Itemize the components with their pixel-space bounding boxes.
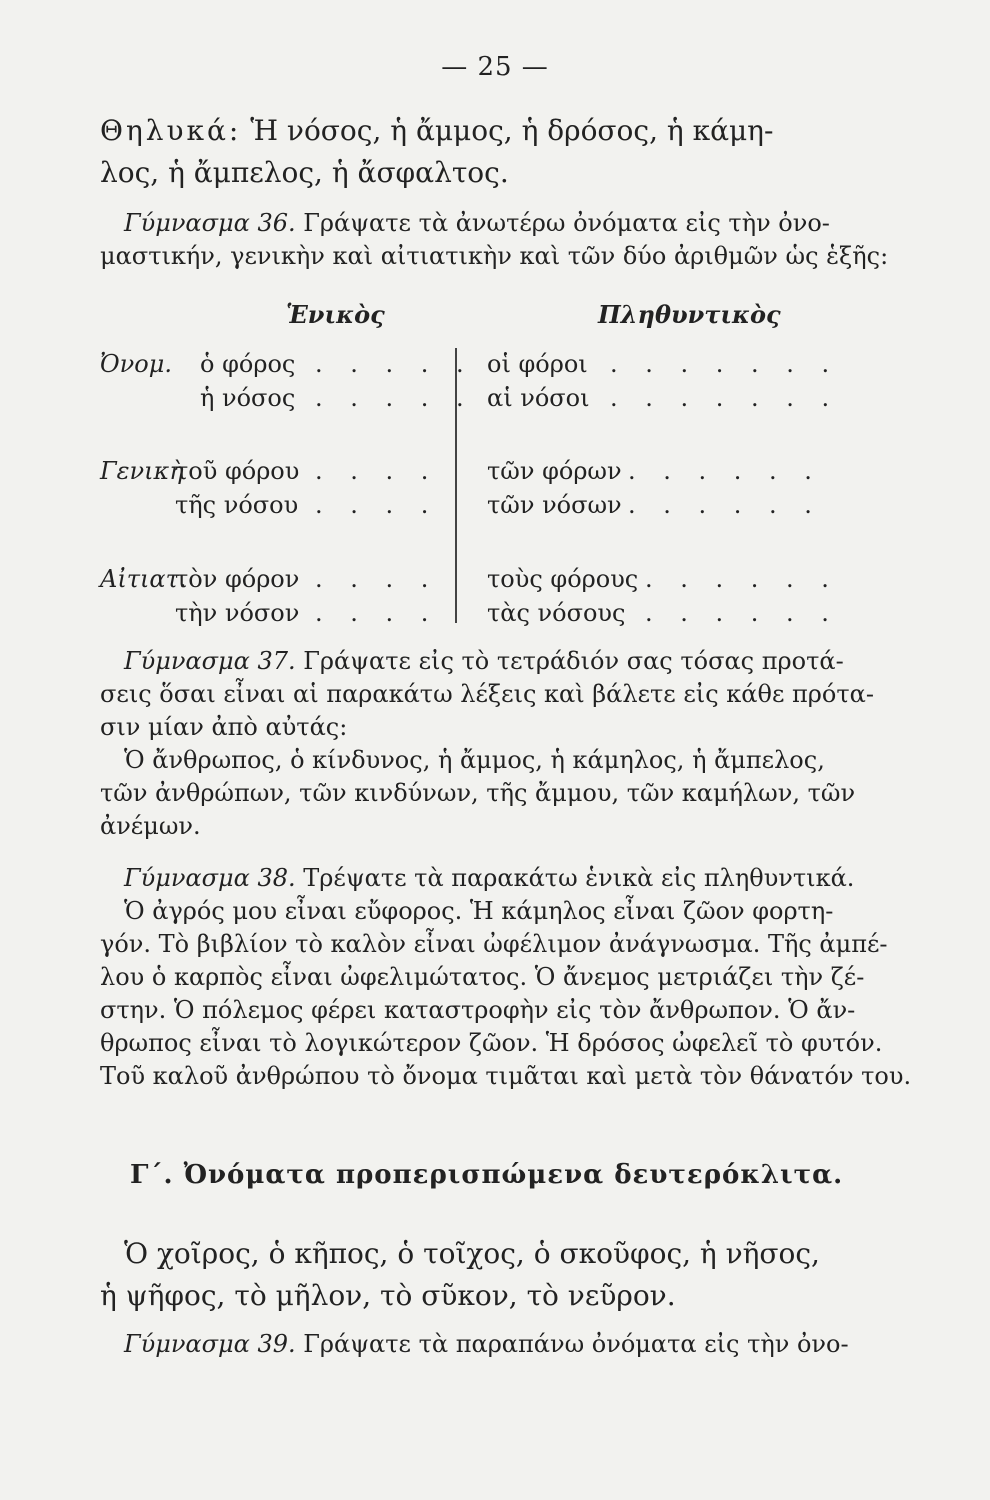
intro-line-2: λος, ἡ ἄμπελος, ἡ ἄσφαλτος.: [100, 156, 509, 189]
case-label-nominative: Ὀνομ.: [100, 350, 172, 378]
exercise-38-line-5: στην. Ὁ πόλεμος φέρει καταστροφὴν εἰς τὸν ἄνθρωπον. Ὁ ἄν-: [100, 996, 856, 1024]
plural-dots: . . . . . .: [645, 599, 839, 627]
declension-table: [100, 300, 845, 630]
exercise-38: [100, 862, 912, 1093]
exercise-38-line-4: λου ὁ καρπὸς εἶναι ὠφελιμώτατος. Ὁ ἄνεμος μετριάζει τὴν ζέ-: [100, 963, 865, 991]
examples-line-1: Ὁ χοῖρος, ὁ κῆπος, ὁ τοῖχος, ὁ σκοῦφος, ἡ νῆσος,: [124, 1237, 820, 1270]
singular-form: τῆς νόσου: [175, 491, 299, 519]
exercise-36: [100, 207, 889, 273]
exercise-36-line-2: μαστικήν, γενικὴν καὶ αἰτιατικὴν καὶ τῶν δύο ἀριθμῶν ὡς ἑξῆς:: [100, 242, 889, 270]
singular-dots: . . . .: [315, 565, 439, 593]
examples: [100, 1233, 845, 1317]
plural-form: τῶν φόρων: [487, 457, 622, 485]
exercise-38-line-1: Τρέψατε τὰ παρακάτω ἑνικὰ εἰς πληθυντικά.: [303, 864, 855, 892]
intro-label: Θηλυκά:: [100, 114, 242, 147]
plural-dots: . . . . . .: [645, 565, 839, 593]
singular-dots: . . . .: [315, 457, 439, 485]
section-heading: Γ΄. Ὀνόματα προπερισπώμενα δευτερόκλιτα.: [130, 1160, 844, 1190]
exercise-38-label: Γύμνασμα 38.: [124, 864, 296, 892]
singular-dots: . . . .: [315, 491, 439, 519]
intro-line-1: Ἡ νόσος, ἡ ἄμμος, ἡ δρόσος, ἡ κάμη-: [250, 114, 774, 147]
singular-form: ἡ νόσος: [200, 384, 296, 412]
plural-form: οἱ φόροι: [487, 350, 588, 378]
exercise-37-line-2: σεις ὅσαι εἶναι αἱ παρακάτω λέξεις καὶ βάλετε εἰς κάθε πρότα-: [100, 680, 874, 708]
exercise-36-line-1: Γράψατε τὰ ἀνωτέρω ὀνόματα εἰς τὴν ὀνο-: [303, 209, 830, 237]
plural-dots: . . . . . . .: [610, 384, 840, 412]
exercise-38-line-3: γόν. Τὸ βιβλίον τὸ καλὸν εἶναι ὠφέλιμον ἀνάγνωσμα. Τῆς ἀμπέ-: [100, 930, 888, 958]
case-label-accusative: Αἰτιατ.: [100, 565, 187, 593]
plural-dots: . . . . . .: [628, 491, 822, 519]
plural-header: Πληθυντικὸς: [598, 300, 781, 329]
singular-form: ὁ φόρος: [200, 350, 296, 378]
plural-form: αἱ νόσοι: [487, 384, 590, 412]
plural-form: τὰς νόσους: [487, 599, 626, 627]
exercise-39: [100, 1328, 849, 1361]
plural-form: τοὺς φόρους: [487, 565, 639, 593]
plural-form: τῶν νόσων: [487, 491, 622, 519]
examples-line-2: ἡ ψῆφος, τὸ μῆλον, τὸ σῦκον, τὸ νεῦρον.: [100, 1279, 676, 1312]
singular-form: τὴν νόσον: [175, 599, 300, 627]
exercise-37-line-4: Ὁ ἄνθρωπος, ὁ κίνδυνος, ἡ ἄμμος, ἡ κάμηλος, ἡ ἄμπελος,: [124, 746, 825, 774]
singular-form: τὸν φόρον: [175, 565, 300, 593]
exercise-39-label: Γύμνασμα 39.: [124, 1330, 296, 1358]
page-number: — 25 —: [441, 52, 549, 82]
singular-dots: . . . . .: [315, 384, 474, 412]
exercise-38-line-7: Τοῦ καλοῦ ἀνθρώπου τὸ ὄνομα τιμᾶται καὶ μετὰ τὸν θάνατόν του.: [100, 1062, 912, 1090]
case-label-genitive: Γενικὴ: [100, 457, 184, 485]
exercise-37-line-5: τῶν ἀνθρώπων, τῶν κινδύνων, τῆς ἄμμου, τῶν καμήλων, τῶν: [100, 779, 856, 807]
exercise-37-line-6: ἀνέμων.: [100, 812, 201, 840]
exercise-37-label: Γύμνασμα 37.: [124, 647, 296, 675]
exercise-37: [100, 645, 874, 843]
singular-dots: . . . . .: [315, 350, 474, 378]
feminine-intro: [100, 110, 845, 194]
singular-dots: . . . .: [315, 599, 439, 627]
plural-dots: . . . . . .: [628, 457, 822, 485]
exercise-39-line-1: Γράψατε τὰ παραπάνω ὀνόματα εἰς τὴν ὀνο-: [303, 1330, 849, 1358]
exercise-38-line-2: Ὁ ἀγρός μου εἶναι εὔφορος. Ἡ κάμηλος εἶναι ζῶον φορτη-: [124, 897, 834, 925]
singular-form: τοῦ φόρου: [175, 457, 300, 485]
exercise-37-line-3: σιν μίαν ἀπὸ αὐτάς:: [100, 713, 348, 741]
singular-header: Ἑνικὸς: [286, 300, 385, 329]
exercise-37-line-1: Γράψατε εἰς τὸ τετράδιόν σας τόσας προτά-: [303, 647, 844, 675]
exercise-38-line-6: θρωπος εἶναι τὸ λογικώτερον ζῶον. Ἡ δρόσος ὠφελεῖ τὸ φυτόν.: [100, 1029, 883, 1057]
plural-dots: . . . . . . .: [610, 350, 840, 378]
exercise-36-label: Γύμνασμα 36.: [124, 209, 296, 237]
